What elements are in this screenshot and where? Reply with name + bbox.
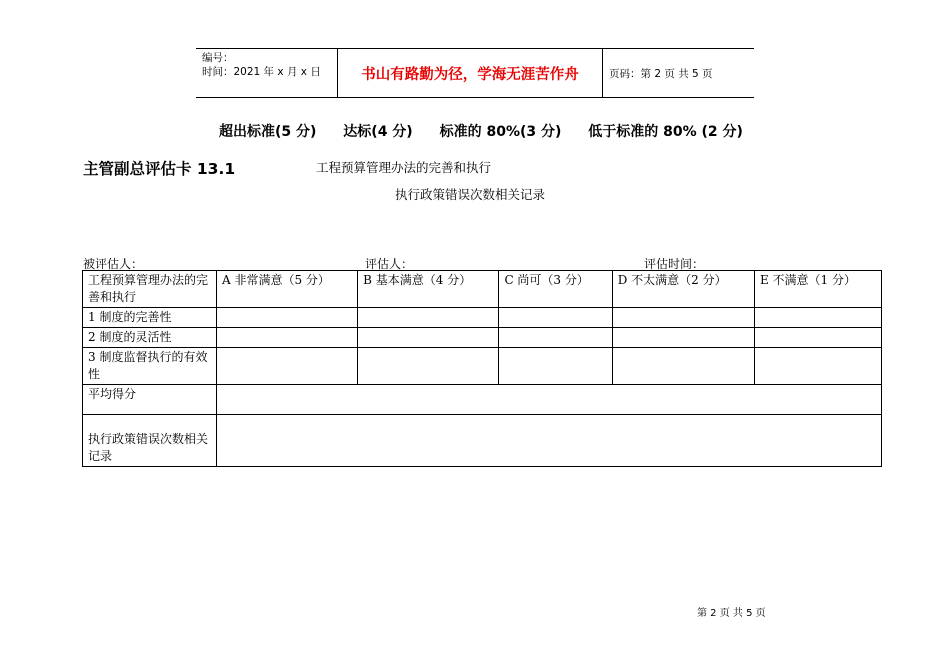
score-cell[interactable] — [754, 348, 881, 385]
page-label: 页码：第 2 页 共 5 页 — [609, 67, 713, 80]
table-row — [83, 308, 882, 328]
score-cell[interactable] — [612, 308, 754, 328]
table-row — [83, 328, 882, 348]
header-meta — [196, 49, 338, 97]
table-row — [83, 348, 882, 385]
row-label: 3 制度监督执行的有效性 — [83, 348, 217, 385]
evaluatee-label: 被评估人： — [83, 257, 144, 271]
scale-item: 超出标准(5 分) — [219, 124, 317, 140]
time-label: 时间：2021 年 x 月 x 日 — [202, 66, 321, 78]
rating-scale — [219, 121, 765, 141]
score-cell[interactable] — [754, 308, 881, 328]
score-cell[interactable] — [217, 328, 358, 348]
table-header-cell: A 非常满意（5 分） — [217, 271, 358, 308]
table-header-cell: C 尚可（3 分） — [499, 271, 612, 308]
score-cell[interactable] — [217, 348, 358, 385]
score-cell[interactable] — [358, 308, 499, 328]
row-label: 1 制度的完善性 — [83, 308, 217, 328]
scale-item: 低于标准的 80% (2 分) — [588, 124, 743, 140]
score-cell[interactable] — [217, 308, 358, 328]
record-label: 执行政策错误次数相关记录 — [83, 415, 217, 467]
score-cell[interactable] — [358, 348, 499, 385]
scale-item: 标准的 80%(3 分) — [439, 124, 562, 140]
eval-time-label: 评估时间： — [644, 257, 705, 271]
score-cell[interactable] — [754, 328, 881, 348]
card-title: 主管副总评估卡 13.1 — [83, 160, 236, 178]
card-subtitle: 工程预算管理办法的完善和执行 — [316, 160, 492, 175]
score-cell[interactable] — [499, 308, 612, 328]
score-cell[interactable] — [499, 328, 612, 348]
scale-item: 达标(4 分) — [343, 124, 413, 140]
table-header-cell: B 基本满意（4 分） — [358, 271, 499, 308]
avg-value-cell[interactable] — [217, 385, 882, 415]
avg-label: 平均得分 — [83, 385, 217, 415]
number-label: 编号： — [202, 52, 234, 64]
table-header-cell: E 不满意（1 分） — [754, 271, 881, 308]
motto: 书山有路勤为径，学海无涯苦作舟 — [338, 49, 603, 97]
score-cell[interactable] — [612, 328, 754, 348]
table-header-cell: D 不太满意（2 分） — [612, 271, 754, 308]
page-footer: 第 2 页 共 5 页 — [697, 608, 766, 619]
evaluation-table — [82, 270, 882, 467]
row-label: 2 制度的灵活性 — [83, 328, 217, 348]
record-value-cell[interactable] — [217, 415, 882, 467]
score-cell[interactable] — [358, 328, 499, 348]
score-cell[interactable] — [499, 348, 612, 385]
avg-row — [83, 385, 882, 415]
score-cell[interactable] — [612, 348, 754, 385]
table-header-cell: 工程预算管理办法的完善和执行 — [83, 271, 217, 308]
evaluator-label: 评估人： — [365, 257, 414, 271]
document-header — [196, 48, 754, 98]
record-row — [83, 415, 882, 467]
card-subtitle-2: 执行政策错误次数相关记录 — [395, 187, 546, 202]
table-header-row — [83, 271, 882, 308]
